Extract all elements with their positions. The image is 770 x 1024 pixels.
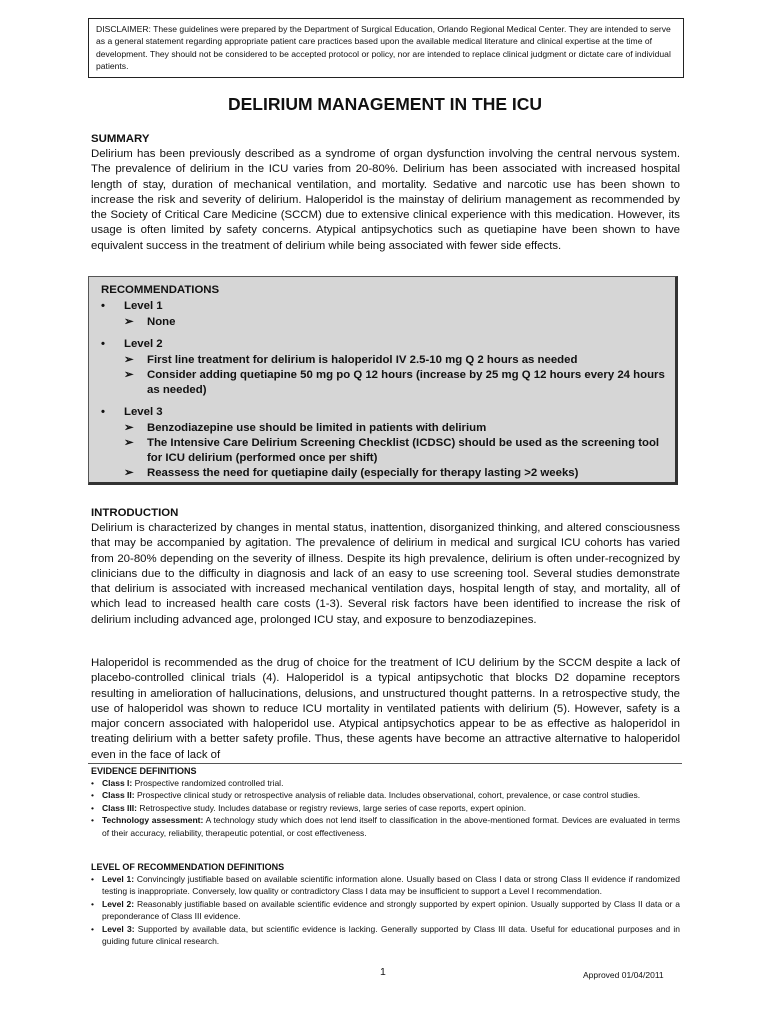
level-1-label: Level 1 (124, 300, 163, 312)
introduction-paragraph: Delirium is characterized by changes in mental status, inattention, disorganized thinking, and altered consciousness that may be accompanied by agitation. The prevalence of delirium in medical and surgical ICU cohorts has varied from 20-80% depending on the severity of illness. Despite its high prevalence, delirium is often under-recognized by clinicians due to the difficulty in diagnosis and lack of an easy to use screening tool. Several studies demonstrate that delirium is associated with increased mechanical ventilation days, hospital length of stay, and mortality, all of which lead to increased health care costs (1-3). Several risk factors have been identified to increase the risk of delirium including advanced age, prolonged ICU stay, and exposure to benzodiazepines. (91, 522, 680, 626)
bullet-icon: • (101, 338, 105, 350)
arrow-icon: ➢ (124, 369, 134, 381)
level-3-item: ➢ Benzodiazepine use should be limited in patients with delirium (124, 422, 487, 434)
arrow-icon: ➢ (124, 422, 134, 434)
lor-item: • Level 2: Reasonably justifiable based on available scientific evidence and strongly supported by expert opinion. Usually supported by Class II data or a preponderance of Class III evidence. (91, 898, 681, 922)
summary-text: Delirium has been previously described as a syndrome of organ dysfunction involving the central nervous system. The prevalence of delirium in the ICU varies from 20-80%. Delirium has been associated with increased hospital length of stay, duration of mechanical ventilation, and mortality. Sedative and narcotic use has been shown to increase the risk and severity of delirium. Haloperidol is the mainstay of delirium management as recommended by the Society of Critical Care Medicine (SCCM) due to extensive clinical experience with this medication. However, its usage is often limited by safety concerns. Atypical antipsychotics such as quetiapine have been shown to have equivalent success in the treatment of delirium while being associated with fewer side effects. (91, 148, 680, 252)
level-1-item: ➢ None (124, 316, 176, 328)
page-title: DELIRIUM MANAGEMENT IN THE ICU (227, 94, 543, 114)
summary-section (91, 132, 680, 254)
level-3-item: ➢ The Intensive Care Delirium Screening Checklist (ICDSC) should be used as the screening tool for ICU delirium (performed once per shift) (124, 437, 660, 464)
recommendation-definitions (91, 861, 680, 947)
evidence-definitions (91, 765, 680, 839)
summary-heading: SUMMARY (91, 133, 150, 145)
evidence-item: • Technology assessment: A technology study which does not lend itself to classification in the above-mentioned format. Devices are evaluated in terms of their accuracy, reliability, therapeutic potential, or cost effectiveness. (91, 815, 680, 838)
bullet-icon: • (101, 300, 105, 312)
lor-item: • Level 3: Supported by available data, but scientific evidence is lacking. Generally supported by Class III data. Useful for educational purposes and in guiding future clinical research. (91, 923, 681, 947)
introduction-paragraph: Haloperidol is recommended as the drug of choice for the treatment of ICU delirium by the SCCM despite a lack of placebo-controlled clinical trials (4). Haloperidol is a typical antipsychotic that blocks D2 dopamine receptors resulting in amelioration of hallucinations, delusions, and unstructured thought patterns. In a retrospective study, the use of haloperidol was shown to reduce ICU mortality in ventilated patients with delirium (5). However, safety is a major concern associated with haloperidol use. Atypical antipsychotics appear to be as effective as haloperidol in treating delirium with a better safety profile. Thus, these agents have become an attractive alternative to haloperidol even in the face of lack of (91, 657, 680, 761)
arrow-icon: ➢ (124, 316, 134, 328)
level-2-label: Level 2 (124, 338, 163, 350)
arrow-icon: ➢ (124, 354, 134, 366)
recommendations-heading: RECOMMENDATIONS (101, 284, 220, 296)
level-2-item: ➢ First line treatment for delirium is haloperidol IV 2.5-10 mg Q 2 hours as needed (124, 354, 578, 366)
level-3-label: Level 3 (124, 406, 163, 418)
arrow-icon: ➢ (124, 467, 134, 479)
disclaimer-box: DISCLAIMER: These guidelines were prepared by the Department of Surgical Education, Orlando Regional Medical Center. They are intended to serve as a general statement regarding appropriate patient care practices based upon the available medical literature and clinical expertise at the time of development. They should not be considered to be accepted protocol or policy, nor are intended to replace clinical judgment or dictate care of individual patients. (88, 18, 684, 78)
evidence-item: • Class I: Prospective randomized controlled trial. (91, 778, 284, 788)
lor-item: • Level 1: Convincingly justifiable based on available scientific information alone. Usually based on Class I data or strong Class II evidence if randomized testing is inappropriate. Conversely, low quality or contradictory Class I data may be insufficient to support a Level I recommendation. (91, 874, 681, 897)
level-2-item: ➢ Consider adding quetiapine 50 mg po Q 12 hours (increase by 25 mg Q 12 hours every 24 hours as needed) (124, 369, 665, 396)
page-number: 1 (380, 966, 386, 978)
bullet-icon: • (101, 406, 105, 418)
footnote-divider (88, 763, 682, 764)
evidence-item: • Class II: Prospective clinical study or retrospective analysis of reliable data. Includes observational, cohort, prevalence, or case control studies. (91, 790, 641, 801)
lor-heading: LEVEL OF RECOMMENDATION DEFINITIONS (91, 862, 285, 872)
introduction-heading: INTRODUCTION (91, 507, 179, 519)
evidence-item: • Class III: Retrospective study. Includes database or registry reviews, large series of case reports, expert opinion. (91, 802, 527, 813)
introduction-section (91, 506, 680, 628)
arrow-icon: ➢ (124, 437, 134, 449)
level-3-item: ➢ Reassess the need for quetiapine daily (especially for therapy lasting >2 weeks) (124, 467, 579, 479)
recommendations-box (88, 276, 678, 485)
introduction-section-2 (91, 656, 680, 763)
approved-date: Approved 01/04/2011 (583, 970, 664, 980)
evidence-heading: EVIDENCE DEFINITIONS (91, 766, 197, 776)
